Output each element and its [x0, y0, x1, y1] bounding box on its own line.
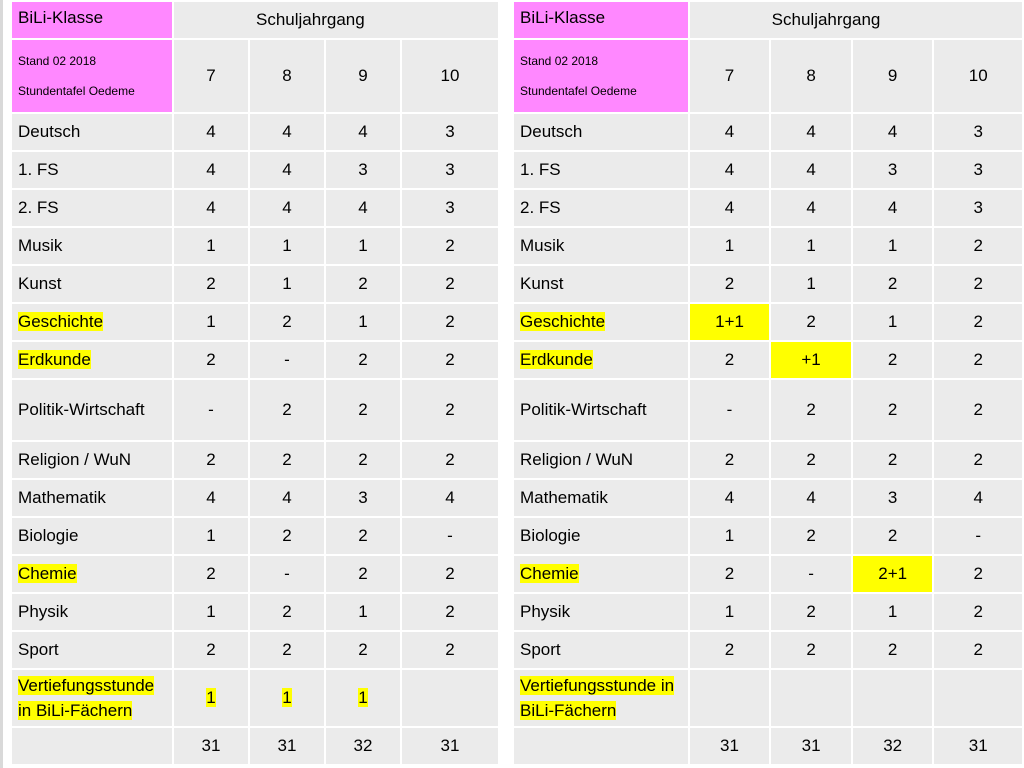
hours-cell: 2	[933, 379, 1023, 441]
hours-cell: 2	[933, 593, 1023, 631]
subject-cell	[513, 631, 689, 669]
subject-cell	[11, 303, 173, 341]
hours-cell: 2	[770, 303, 852, 341]
subject-row-2-fs	[513, 189, 1023, 227]
hours-cell: 1	[689, 227, 771, 265]
hours-cell: 4	[770, 189, 852, 227]
hours-cell: 3	[852, 479, 934, 517]
subject-row-deutsch	[513, 113, 1023, 151]
subject-row-chemie	[513, 555, 1023, 593]
hours-cell: 1	[173, 227, 249, 265]
grade-row	[513, 39, 1023, 113]
hours-cell: 2	[852, 441, 934, 479]
subject-row-biologie	[11, 517, 499, 555]
subject-row-chemie	[11, 555, 499, 593]
header-row	[513, 1, 1023, 39]
subject-label: Erdkunde	[520, 350, 593, 369]
hours-cell: 2	[933, 265, 1023, 303]
subject-label: Chemie	[18, 564, 77, 583]
subject-row-1-fs	[513, 151, 1023, 189]
hours-cell: 4	[852, 113, 934, 151]
hours-cell: 2	[401, 341, 499, 379]
hours-cell: -	[249, 341, 325, 379]
subject-label: Chemie	[520, 564, 579, 583]
hours-cell: 3	[401, 151, 499, 189]
hours-cell: 2	[770, 517, 852, 555]
hours-cell: 1	[689, 517, 771, 555]
hours-cell: 1	[325, 227, 401, 265]
hours-cell: 4	[173, 151, 249, 189]
hours-cell: 2	[249, 441, 325, 479]
hours-cell: 2	[933, 341, 1023, 379]
hours-cell: 2	[852, 517, 934, 555]
subject-label: Politik-Wirtschaft	[520, 400, 647, 419]
hours-cell: 4	[173, 479, 249, 517]
subject-label: Kunst	[520, 274, 564, 293]
subject-cell	[11, 555, 173, 593]
subject-cell	[11, 341, 173, 379]
stand-cell	[11, 39, 173, 113]
hours-cell: +1	[770, 341, 852, 379]
hours-cell: 2	[852, 379, 934, 441]
grade-10: 10	[401, 39, 499, 113]
subject-row-musik	[513, 227, 1023, 265]
subject-cell	[513, 479, 689, 517]
subject-cell	[11, 631, 173, 669]
hours-cell: 3	[852, 151, 934, 189]
subject-cell	[11, 227, 173, 265]
subject-cell	[513, 441, 689, 479]
vertiefung-value-9	[852, 669, 934, 727]
vertiefung-line1: Vertiefungsstunde	[18, 676, 155, 695]
subject-label: 1. FS	[18, 160, 59, 179]
stand-cell	[513, 39, 689, 113]
hours-cell: 4	[770, 113, 852, 151]
hours-cell: 4	[689, 479, 771, 517]
stundentafel-subtitle: Stundentafel Oedeme	[520, 84, 637, 98]
vertiefung-value-7	[173, 669, 249, 727]
hours-cell: 3	[325, 151, 401, 189]
subject-row-religion-wun	[513, 441, 1023, 479]
subject-row-biologie	[513, 517, 1023, 555]
hours-cell: 2	[249, 379, 325, 441]
subject-label: Biologie	[520, 526, 581, 545]
subject-cell	[11, 113, 173, 151]
hours-cell: 2	[325, 555, 401, 593]
hours-cell: 2	[325, 441, 401, 479]
vertiefung-value-10	[401, 669, 499, 727]
grade-10: 10	[933, 39, 1023, 113]
hours-cell: 1	[325, 593, 401, 631]
hours-cell: 1	[249, 265, 325, 303]
hours-cell: 3	[933, 113, 1023, 151]
hours-cell: 2	[852, 631, 934, 669]
subject-label: Physik	[18, 602, 69, 621]
totals-row	[513, 727, 1023, 765]
bili-class-header	[11, 1, 173, 39]
subject-label: Biologie	[18, 526, 79, 545]
subject-row-physik	[513, 593, 1023, 631]
total-9: 32	[852, 727, 934, 765]
hours-cell: 4	[933, 479, 1023, 517]
hours-cell: 3	[401, 113, 499, 151]
hours-cell: 2	[852, 341, 934, 379]
hours-cell: 1	[852, 303, 934, 341]
vertiefung-label	[11, 669, 173, 727]
subject-row-2-fs	[11, 189, 499, 227]
hours-cell: 2	[401, 227, 499, 265]
jahrgang-label: Schuljahrgang	[771, 10, 881, 29]
schuljahrgang-header	[689, 1, 1023, 39]
hours-cell: 4	[249, 189, 325, 227]
total-8: 31	[249, 727, 325, 765]
slide-frame-left	[0, 0, 3, 768]
hours-cell: 4	[173, 113, 249, 151]
subject-cell	[513, 113, 689, 151]
subject-label: Kunst	[18, 274, 62, 293]
hours-cell: 2	[770, 441, 852, 479]
subject-cell	[513, 303, 689, 341]
subject-label: Religion / WuN	[520, 450, 634, 469]
vertiefung-value-9	[325, 669, 401, 727]
bili-class-header	[513, 1, 689, 39]
subject-label: Geschichte	[520, 312, 606, 331]
hours-cell: 2	[401, 555, 499, 593]
subject-label: Musik	[18, 236, 63, 255]
hours-cell: 2+1	[852, 555, 934, 593]
grade-9: 9	[325, 39, 401, 113]
subject-cell	[11, 593, 173, 631]
subject-row-sport	[513, 631, 1023, 669]
vertiefung-row	[513, 669, 1023, 727]
subject-cell	[513, 265, 689, 303]
hours-cell: 2	[249, 631, 325, 669]
totals-row	[11, 727, 499, 765]
subject-label: Sport	[520, 640, 561, 659]
subject-cell	[513, 517, 689, 555]
subject-row-erdkunde	[11, 341, 499, 379]
subject-row-erdkunde	[513, 341, 1023, 379]
subject-row-politik-wirtschaft	[513, 379, 1023, 441]
stand-text: Stand 02 2018	[18, 54, 97, 68]
hours-cell: 4	[689, 113, 771, 151]
hours-cell: 1	[852, 227, 934, 265]
hours-cell: 4	[852, 189, 934, 227]
subject-row-kunst	[11, 265, 499, 303]
hours-cell: 4	[770, 151, 852, 189]
subject-cell	[11, 265, 173, 303]
hours-cell: 2	[173, 441, 249, 479]
vertiefung-value-7	[689, 669, 771, 727]
jahrgang-label: Schuljahrgang	[256, 10, 365, 29]
schuljahrgang-header	[173, 1, 499, 39]
hours-cell: 2	[249, 303, 325, 341]
hours-cell: 1	[249, 227, 325, 265]
header-row	[11, 1, 499, 39]
hours-cell: 4	[249, 151, 325, 189]
hours-cell: 2	[933, 631, 1023, 669]
hours-cell: -	[401, 517, 499, 555]
stundentafel-table-left	[10, 0, 500, 766]
subject-cell	[11, 151, 173, 189]
subject-label: 2. FS	[520, 198, 561, 217]
hours-cell: 2	[401, 379, 499, 441]
hours-cell: -	[249, 555, 325, 593]
hours-cell: 1	[770, 265, 852, 303]
subject-cell	[513, 593, 689, 631]
hours-cell: 2	[933, 303, 1023, 341]
subject-cell	[513, 555, 689, 593]
subject-row-geschichte	[11, 303, 499, 341]
totals-label	[11, 727, 173, 765]
hours-cell: 3	[325, 479, 401, 517]
vertiefung-value-8	[249, 669, 325, 727]
hours-cell: 2	[770, 379, 852, 441]
subject-cell	[513, 227, 689, 265]
class-label: BiLi-Klasse	[520, 8, 606, 27]
hours-cell: -	[933, 517, 1023, 555]
hours-cell: 1	[852, 593, 934, 631]
hours-cell: 1	[770, 227, 852, 265]
grade-row	[11, 39, 499, 113]
total-9: 32	[325, 727, 401, 765]
total-10: 31	[933, 727, 1023, 765]
subject-label: Mathematik	[18, 488, 106, 507]
subject-label: Politik-Wirtschaft	[18, 400, 145, 419]
hours-cell: 2	[325, 631, 401, 669]
hours-cell: 2	[770, 631, 852, 669]
hours-cell: 2	[325, 265, 401, 303]
hours-cell: 3	[933, 189, 1023, 227]
grade-7: 7	[689, 39, 771, 113]
hours-cell: 2	[689, 441, 771, 479]
subject-cell	[11, 517, 173, 555]
subject-row-politik-wirtschaft	[11, 379, 499, 441]
hours-cell: 2	[689, 555, 771, 593]
hours-cell: 1	[173, 303, 249, 341]
subject-row-mathematik	[513, 479, 1023, 517]
hours-cell: 2	[325, 517, 401, 555]
hours-cell: 2	[249, 593, 325, 631]
hours-cell: 4	[401, 479, 499, 517]
hours-cell: -	[689, 379, 771, 441]
total-8: 31	[770, 727, 852, 765]
hours-cell: 2	[173, 555, 249, 593]
hours-cell: 4	[249, 479, 325, 517]
hours-cell: 2	[933, 555, 1023, 593]
total-7: 31	[173, 727, 249, 765]
subject-cell	[11, 441, 173, 479]
grade-8: 8	[249, 39, 325, 113]
subject-label: Deutsch	[520, 122, 583, 141]
subject-row-geschichte	[513, 303, 1023, 341]
subject-cell	[513, 151, 689, 189]
grade-8: 8	[770, 39, 852, 113]
hours-cell: 4	[689, 151, 771, 189]
subject-label: 2. FS	[18, 198, 59, 217]
hours-cell: 3	[933, 151, 1023, 189]
hours-cell: 2	[933, 441, 1023, 479]
hours-cell: 4	[249, 113, 325, 151]
total-10: 31	[401, 727, 499, 765]
subject-cell	[11, 479, 173, 517]
subject-rows	[11, 113, 499, 669]
subject-rows	[513, 113, 1023, 669]
hours-cell: 1	[173, 517, 249, 555]
subject-row-1-fs	[11, 151, 499, 189]
vertiefung-value: 1	[358, 688, 368, 707]
vertiefung-line2: BiLi-Fächern	[520, 701, 617, 720]
hours-cell: 4	[325, 189, 401, 227]
subject-label: Mathematik	[520, 488, 608, 507]
vertiefung-line1: Vertiefungsstunde in	[520, 676, 675, 695]
subject-cell	[11, 379, 173, 441]
hours-cell: 2	[401, 303, 499, 341]
total-7: 31	[689, 727, 771, 765]
hours-cell: 2	[401, 631, 499, 669]
hours-cell: -	[770, 555, 852, 593]
hours-cell: 2	[173, 265, 249, 303]
subject-row-physik	[11, 593, 499, 631]
stundentafel-subtitle: Stundentafel Oedeme	[18, 84, 135, 98]
subject-label: Erdkunde	[18, 350, 91, 369]
hours-cell: 2	[401, 593, 499, 631]
vertiefung-value: 1	[282, 688, 292, 707]
subject-cell	[513, 379, 689, 441]
totals-label	[513, 727, 689, 765]
hours-cell: 2	[325, 379, 401, 441]
subject-label: Physik	[520, 602, 571, 621]
subject-row-deutsch	[11, 113, 499, 151]
vertiefung-value-10	[933, 669, 1023, 727]
hours-cell: 4	[325, 113, 401, 151]
hours-cell: 1+1	[689, 303, 771, 341]
hours-cell: 2	[401, 265, 499, 303]
vertiefung-value: 1	[206, 688, 216, 707]
hours-cell: 4	[689, 189, 771, 227]
hours-cell: 4	[770, 479, 852, 517]
subject-label: Musik	[520, 236, 565, 255]
subject-row-kunst	[513, 265, 1023, 303]
hours-cell: 2	[689, 341, 771, 379]
subject-cell	[513, 189, 689, 227]
hours-cell: -	[173, 379, 249, 441]
vertiefung-value-8	[770, 669, 852, 727]
hours-cell: 2	[401, 441, 499, 479]
subject-label: 1. FS	[520, 160, 561, 179]
subject-cell	[11, 189, 173, 227]
hours-cell: 2	[933, 227, 1023, 265]
hours-cell: 4	[173, 189, 249, 227]
hours-cell: 2	[173, 341, 249, 379]
hours-cell: 2	[852, 265, 934, 303]
vertiefung-label	[513, 669, 689, 727]
hours-cell: 2	[689, 631, 771, 669]
subject-label: Religion / WuN	[18, 450, 132, 469]
hours-cell: 2	[689, 265, 771, 303]
stand-text: Stand 02 2018	[520, 54, 599, 68]
stundentafel-table-right	[512, 0, 1024, 766]
class-label: BiLi-Klasse	[18, 8, 104, 27]
hours-cell: 3	[401, 189, 499, 227]
vertiefung-line2: in BiLi-Fächern	[18, 701, 133, 720]
hours-cell: 1	[325, 303, 401, 341]
hours-cell: 1	[173, 593, 249, 631]
hours-cell: 2	[249, 517, 325, 555]
subject-label: Sport	[18, 640, 59, 659]
subject-label: Deutsch	[18, 122, 81, 141]
hours-cell: 2	[325, 341, 401, 379]
grade-9: 9	[852, 39, 934, 113]
subject-cell	[513, 341, 689, 379]
vertiefung-row	[11, 669, 499, 727]
subject-row-musik	[11, 227, 499, 265]
subject-row-religion-wun	[11, 441, 499, 479]
subject-row-mathematik	[11, 479, 499, 517]
subject-row-sport	[11, 631, 499, 669]
hours-cell: 2	[173, 631, 249, 669]
hours-cell: 2	[770, 593, 852, 631]
grade-7: 7	[173, 39, 249, 113]
subject-label: Geschichte	[18, 312, 104, 331]
hours-cell: 1	[689, 593, 771, 631]
